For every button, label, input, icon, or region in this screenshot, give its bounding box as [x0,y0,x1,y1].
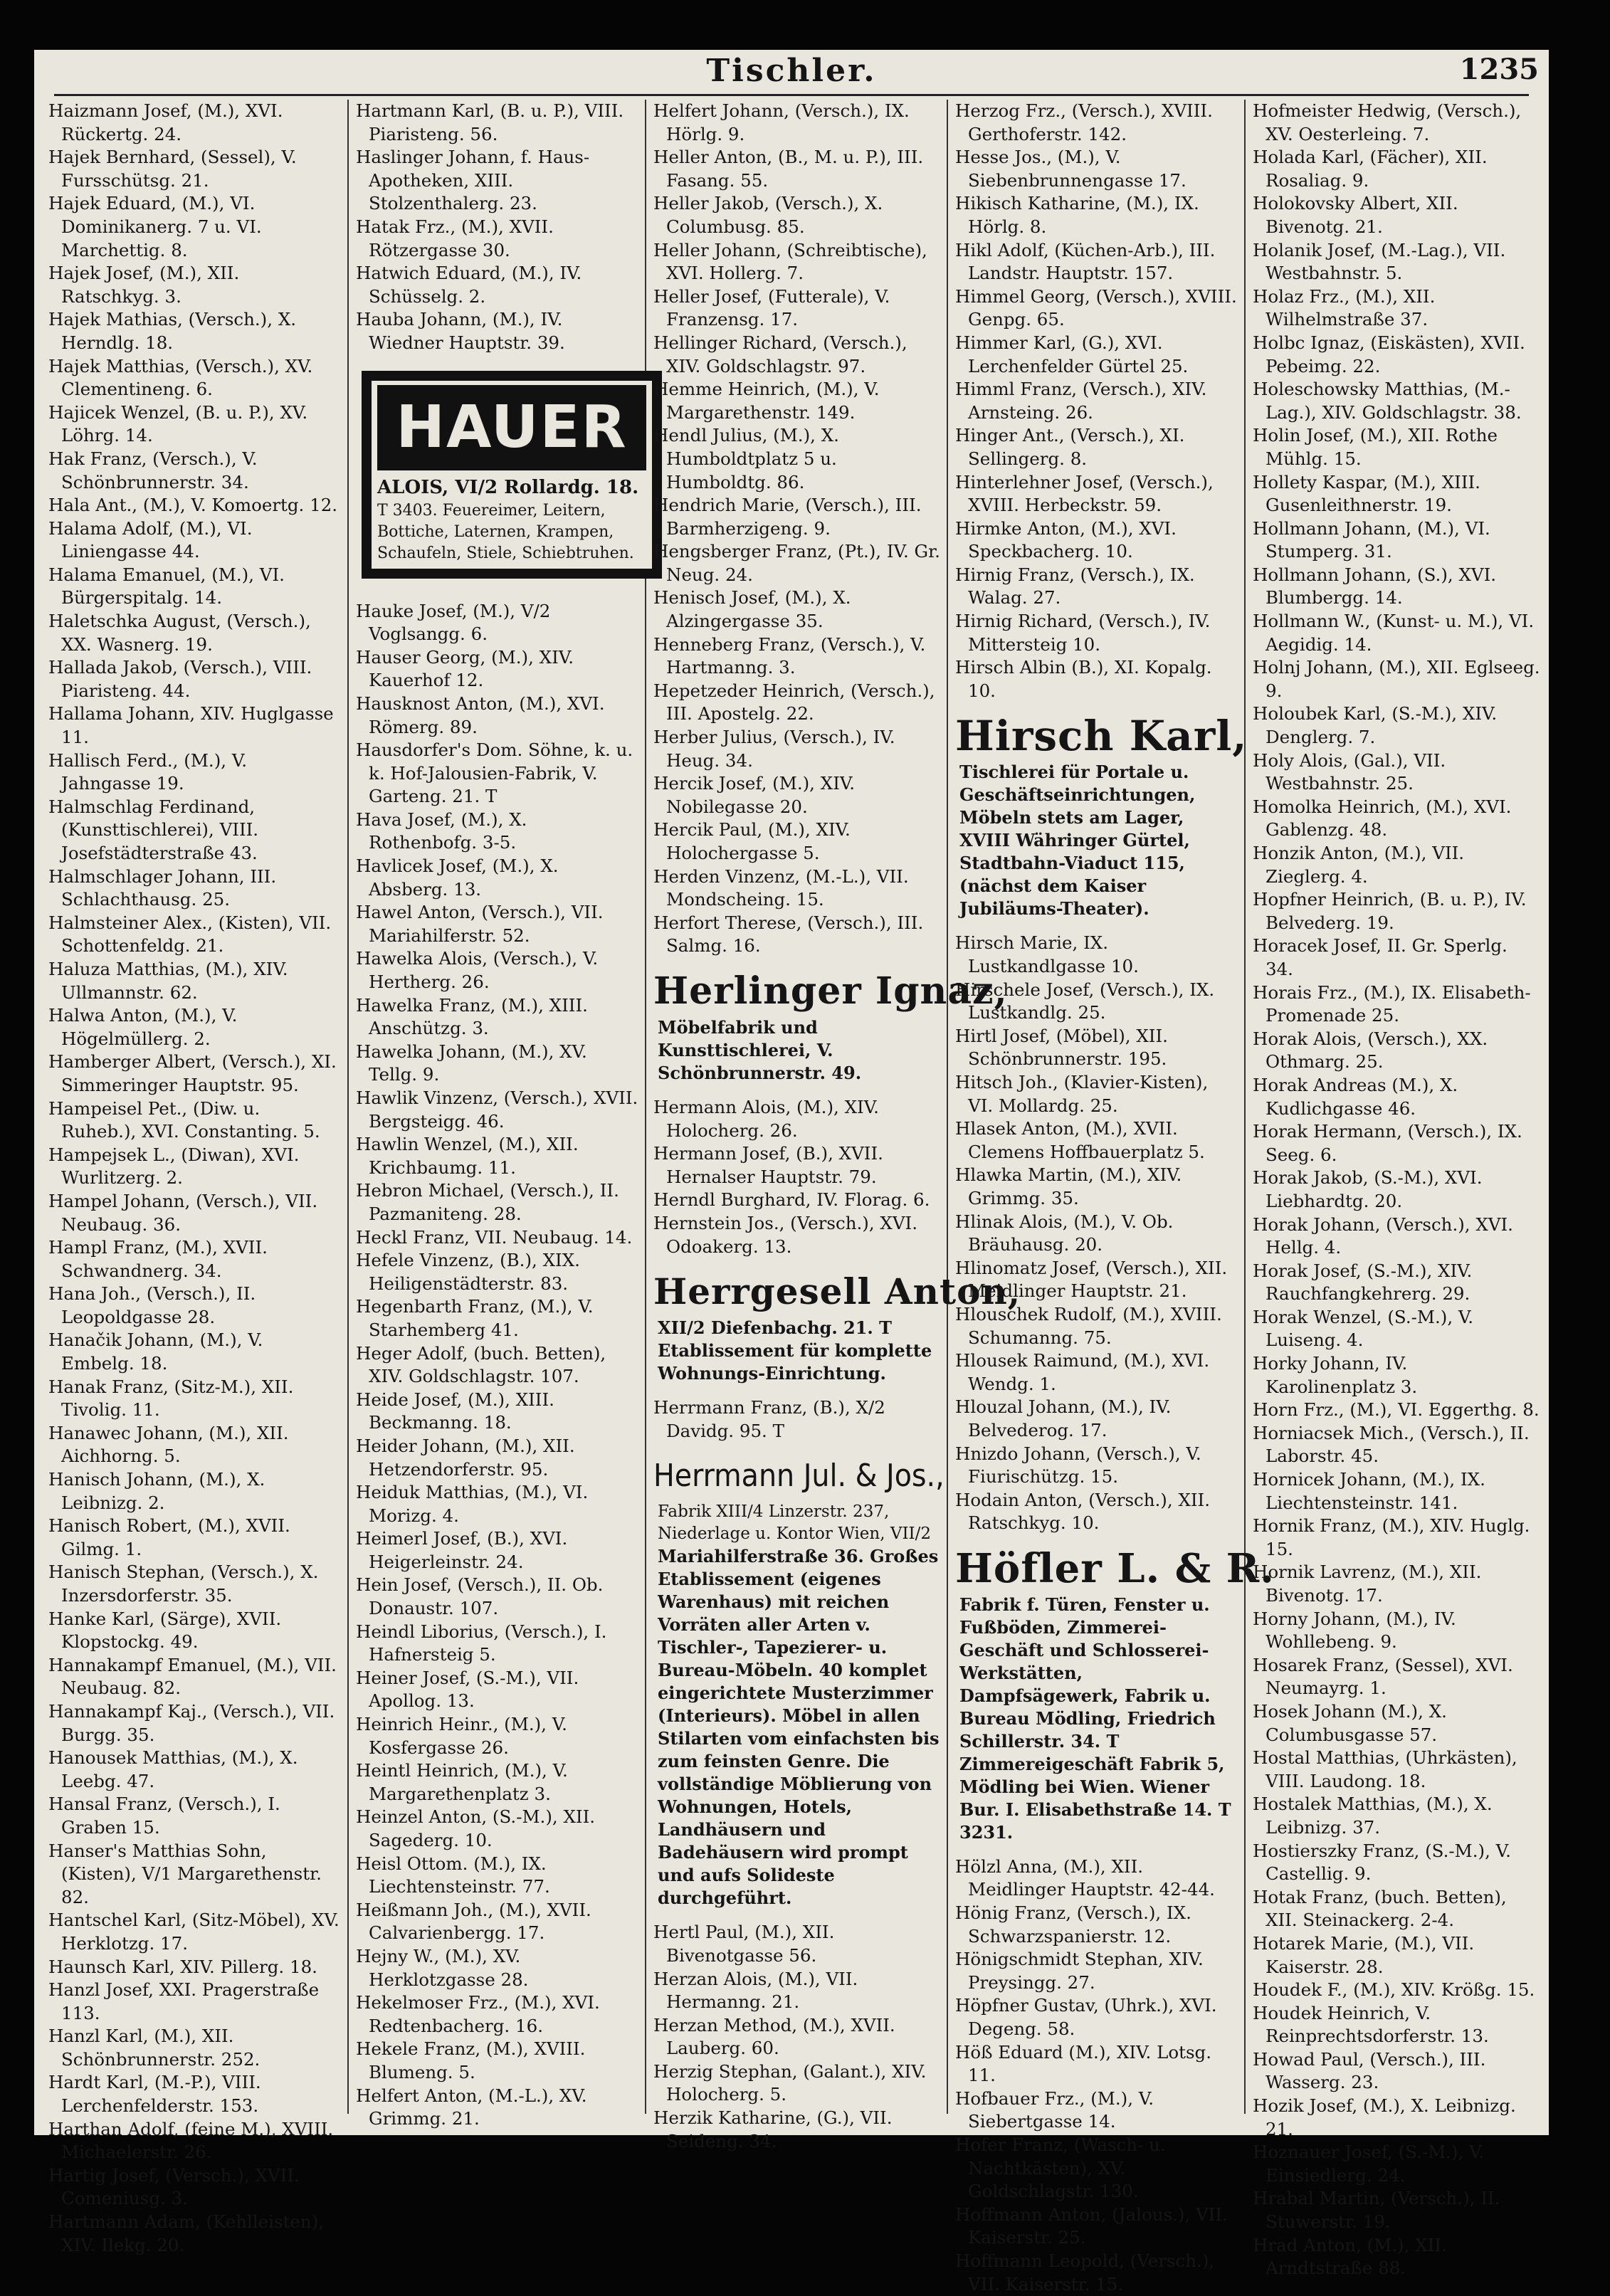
directory-entry: Hejny W., (M.), XV. Herklotzgasse 28. [356,1945,529,1990]
directory-entry: Hozik Josef, (M.), X. Leibnizg. 21. [1253,2095,1516,2139]
directory-entry: Haunsch Karl, XIV. Pillerg. 18. [48,1956,317,1977]
directory-entry: Hostal Matthias, (Uhrkästen), VIII. Laudong. 18. [1253,1747,1517,1791]
directory-entry: Herzik Katharine, (G.), VII. Seideng. 34. [653,2107,893,2152]
directory-entry: Hartmann Adam, (Kehlleisten), XIV. Ilekg. 20. [48,2211,325,2255]
directory-entry: Himmer Karl, (G.), XVI. Lerchenfelder Gürtel 25. [955,332,1189,376]
directory-entry: Halwa Anton, (M.), V. Högelmüllerg. 2. [48,1005,238,1049]
directory-entry: Heintl Heinrich, (M.), V. Margarethenplatz 3. [356,1760,568,1804]
directory-entry: Hampejsek L., (Diwan), XVI. Wurlitzerg. 2. [48,1144,300,1189]
entries-bottom [356,600,639,2131]
directory-entry: Horak Alois, (Versch.), XX. Othmarg. 25. [1253,1028,1488,1073]
directory-entry: Heider Johann, (M.), XII. Hetzendorferstr. 95. [356,1435,575,1480]
directory-entry: Hoffmann Leopold, (Versch.), VII. Kaiserstr. 15. [955,2250,1215,2295]
hoefler-ad-body: Fabrik f. Türen, Fenster u. Fußböden, Zimmerei-Geschäft und Schlosserei-Werkstätten, Dampfsägewerk, Fabrik u. Bureau Mödling, Friedrich Schillerstr. 34. T Zimmereigeschäft Fabrik 5, Mödling bei Wien. Wiener Bur. I. Elisabethstraße 14. T 3231. [959,1594,1231,1843]
herrmann-advertisement [653,1451,945,1910]
directory-entry: Holokovsky Albert, XII. Bivenotg. 21. [1253,193,1458,237]
directory-entry: Hollety Kaspar, (M.), XIII. Gusenleithnerstr. 19. [1253,471,1480,516]
directory-entry: Hawelka Johann, (M.), XV. Tellg. 9. [356,1041,587,1085]
directory-entry: Hanzl Josef, XXI. Pragerstraße 113. [48,1979,320,2023]
directory-entry: Hartmann Karl, (B. u. P.), VIII. Piaristeng. 56. [356,100,624,144]
directory-entry: Horak Johann, (Versch.), XVI. Hellg. 4. [1253,1213,1513,1258]
directory-entry: Heinrich Heinr., (M.), V. Kosfergasse 26. [356,1714,567,1758]
directory-entry: Hirnig Richard, (Versch.), IV. Mittersteig 10. [955,611,1211,655]
directory-entry: Hawlik Vinzenz, (Versch.), XVII. Bergsteigg. 46. [356,1088,638,1132]
directory-entry: Hefele Vinzenz, (B.), XIX. Heiligenstädterstr. 83. [356,1250,580,1294]
column-divider [947,100,948,2114]
directory-entry: Hostalek Matthias, (M.), X. Leibnizg. 37. [1253,1794,1493,1838]
column-2 [356,100,639,2128]
directory-entry: Hannakampf Emanuel, (M.), VII. Neubaug. 82. [48,1654,337,1699]
directory-entry: Hofbauer Frz., (M.), V. Siebertgasse 14. [955,2087,1154,2132]
directory-entry: Hornik Franz, (M.), XIV. Huglg. 15. [1253,1515,1530,1559]
directory-entry: Holoubek Karl, (S.-M.), XIV. Denglerg. 7. [1253,703,1498,748]
directory-entry: Hawelka Franz, (M.), XIII. Anschützg. 3. [356,994,588,1039]
directory-entry: Hirmke Anton, (M.), XVI. Speckbacherg. 10. [955,517,1177,562]
hauer-ad-address: ALOIS, VI/2 Rollardg. 18. [377,476,639,498]
directory-entry: Hollmann Johann, (M.), VI. Stumperg. 31. [1253,517,1490,562]
directory-entry: Hak Franz, (Versch.), V. Schönbrunnerstr. 34. [48,448,258,493]
directory-entry: Holin Josef, (M.), XII. Rothe Mühlg. 15. [1253,425,1498,469]
directory-entry: Haluza Matthias, (M.), XIV. Ullmannstr. 62. [48,958,288,1003]
directory-entry: Hawel Anton, (Versch.), VII. Mariahilferstr. 52. [356,902,604,946]
directory-entry: Hajek Matthias, (Versch.), XV. Clementineng. 6. [48,355,313,400]
directory-entry: Heckl Franz, VII. Neubaug. 14. [356,1226,633,1248]
directory-entry: Hirsch Marie, IX. Lustkandlgasse 10. [955,932,1139,977]
directory-entry: Hantschel Karl, (Sitz-Möbel), XV. Herklotzg. 17. [48,1910,340,1954]
directory-entry: Henisch Josef, (M.), X. Alzingergasse 35. [653,587,851,632]
page-number: 1235 [1459,53,1539,86]
directory-entry: Hallisch Ferd., (M.), V. Jahngasse 19. [48,749,248,794]
directory-entry: Hanačik Johann, (M.), V. Embelg. 18. [48,1329,263,1374]
directory-entry: Horny Johann, (M.), IV. Wohllebeng. 9. [1253,1608,1456,1653]
directory-entry: Hatak Frz., (M.), XVII. Rötzergasse 30. [356,216,554,260]
hoefler-advertisement [955,1544,1275,1844]
directory-entry: Hinterlehner Josef, (Versch.), XVIII. Herbeckstr. 59. [955,471,1214,516]
directory-entry: Hein Josef, (Versch.), II. Ob. Donaustr. 107. [356,1574,604,1619]
directory-entry: Horais Frz., (M.), IX. Elisabeth-Promenade 25. [1253,981,1531,1026]
directory-entry: Hlinomatz Josef, (Versch.), XII. Meidlinger Hauptstr. 21. [955,1257,1228,1302]
entries-top [356,100,639,355]
directory-entry: Hirsch Albin (B.), XI. Kopalg. 10. [955,657,1212,701]
directory-entry: Hegenbarth Franz, (M.), V. Starhemberg 41. [356,1296,594,1340]
directory-entry: Hinger Ant., (Versch.), XI. Sellingerg. 8. [955,425,1185,469]
directory-entry: Himml Franz, (Versch.), XIV. Arnsteing. 26. [955,379,1207,423]
directory-entry: Horak Jakob, (S.-M.), XVI. Liebhardtg. 20. [1253,1167,1483,1211]
hirsch-ad-name: Hirsch Karl, [955,712,1248,761]
column-5 [1253,100,1540,2279]
directory-entry: Hofer Franz, (Wasch- u. Nachtkästen), XV. Goldschlagstr. 130. [955,2134,1166,2202]
directory-entry: Hornicek Johann, (M.), IX. Liechtensteinstr. 141. [1253,1469,1485,1513]
directory-entry: Halmsteiner Alex., (Kisten), VII. Schottenfeldg. 21. [48,912,332,957]
directory-entry: Hekelmoser Frz., (M.), XVI. Redtenbacherg. 16. [356,1992,600,2036]
directory-entry: Hermann Josef, (B.), XVII. Hernalser Hauptstr. 79. [653,1143,883,1187]
directory-entry: Hirschele Josef, (Versch.), IX. Lustkandlg. 25. [955,979,1215,1023]
directory-entry: Henneberg Franz, (Versch.), V. Hartmanng. 3. [653,633,926,678]
directory-entry: Hajek Eduard, (M.), VI. Dominikanerg. 7 u. VI. Marchettig. 8. [48,193,262,260]
directory-entry: Herfort Therese, (Versch.), III. Salmg. 16. [653,912,924,957]
directory-entry: Holada Karl, (Fächer), XII. Rosaliag. 9. [1253,147,1488,191]
directory-entry: Hotak Franz, (buch. Betten), XII. Steinackerg. 2-4. [1253,1886,1507,1931]
directory-entry: Holnj Johann, (M.), XII. Eglseeg. 9. [1253,657,1540,701]
directory-entry: Hauke Josef, (M.), V/2 Voglsangg. 6. [356,600,551,645]
directory-entry: Haletschka August, (Versch.), XX. Wasnerg. 19. [48,611,311,655]
directory-entry: Horak Hermann, (Versch.), IX. Seeg. 6. [1253,1121,1522,1165]
page-title: Tischler. [706,53,877,89]
directory-entry: Hallada Jakob, (Versch.), VIII. Piaristeng. 44. [48,657,312,701]
directory-entry: Hölzl Anna, (M.), XII. Meidlinger Hauptstr. 42-44. [955,1855,1215,1900]
directory-entry: Heinzel Anton, (S.-M.), XII. Sagederg. 10. [356,1806,596,1850]
directory-entry: Horak Josef, (S.-M.), XIV. Rauchfangkehrerg. 29. [1253,1260,1473,1305]
directory-entry: Hatwich Eduard, (M.), IV. Schüsselg. 2. [356,263,582,307]
directory-entry: Honzik Anton, (M.), VII. Zieglerg. 4. [1253,843,1465,887]
directory-entry: Hampeisel Pet., (Diw. u. Ruheb.), XVI. Constanting. 5. [48,1097,320,1142]
directory-entry: Heller Jakob, (Versch.), X. Columbusg. 85. [653,193,883,237]
directory-entry: Hawlin Wenzel, (M.), XII. Krichbaumg. 11. [356,1134,579,1178]
hirsch-advertisement [955,711,1248,920]
directory-entry: Hlousek Raimund, (M.), XVI. Wendg. 1. [955,1350,1210,1394]
directory-entry: Hlouzal Johann, (M.), IV. Belvederog. 17. [955,1396,1172,1441]
entries-top [955,100,1238,702]
directory-entry: Hartig Josef, (Versch.), XVII. Comeniusg. 3. [48,2164,300,2209]
directory-entry: Hornik Lavrenz, (M.), XII. Bivenotg. 17. [1253,1562,1482,1606]
entries-mid [653,1096,941,1258]
directory-entry: Horky Johann, IV. Karolinenplatz 3. [1253,1353,1418,1397]
directory-entry: Hendrich Marie, (Versch.), III. Barmherzigeng. 9. [653,495,922,539]
directory-entry: Hanisch Robert, (M.), XVII. Gilmg. 1. [48,1515,290,1559]
directory-entry: Hallama Johann, XIV. Huglgasse 11. [48,703,334,748]
directory-entry: Heller Johann, (Schreibtische), XVI. Hollerg. 7. [653,239,927,284]
directory-entry: Homolka Heinrich, (M.), XVI. Gablenzg. 48. [1253,796,1512,841]
hauer-advertisement [362,371,662,579]
directory-entry: Heißmann Joh., (M.), XVII. Calvarienbergg. 17. [356,1899,591,1944]
directory-entry: Hebron Michael, (Versch.), II. Pazmaniteng. 28. [356,1180,619,1224]
directory-entry: Houdek F., (M.), XIV. Krößg. 15. [1253,1979,1535,2001]
directory-entry: Hlouschek Rudolf, (M.), XVIII. Schumanng. 75. [955,1303,1222,1348]
directory-entry: Halama Adolf, (M.), VI. Liniengasse 44. [48,517,253,562]
entries-bottom [955,1855,1238,2296]
directory-entry: Horacek Josef, II. Gr. Sperlg. 34. [1253,935,1508,979]
directory-entry: Hikl Adolf, (Küchen-Arb.), III. Landstr. Hauptstr. 157. [955,239,1216,284]
directory-entry: Hemme Heinrich, (M.), V. Margarethenstr. 149. [653,379,880,423]
directory-entry: Höß Eduard (M.), XIV. Lotsg. 11. [955,2041,1211,2086]
directory-entry: Hrad Anton, (M.), XII. Arndtstraße 88. [1253,2234,1447,2279]
directory-entry: Hertl Paul, (M.), XII. Bivenotgasse 56. [653,1922,835,1966]
directory-entry: Hanser's Matthias Sohn, (Kisten), V/1 Margarethenstr. 82. [48,1840,322,1907]
directory-entry: Hönig Franz, (Versch.), IX. Schwarzspanierstr. 12. [955,1902,1191,1947]
directory-entry: Heindl Liborius, (Versch.), I. Hafnersteig 5. [356,1621,607,1665]
directory-entry: Hauba Johann, (M.), IV. Wiedner Hauptstr. 39. [356,309,565,353]
directory-entry: Hrabal Martin, (Versch.), II. Stuwerstr. 19. [1253,2188,1500,2233]
directory-entry: Hlasek Anton, (M.), XVII. Clemens Hoffbauerplatz 5. [955,1118,1205,1162]
hauer-ad-name: HAUER [377,385,646,470]
directory-entry: Horniacsek Mich., (Versch.), II. Laborstr. 45. [1253,1422,1530,1467]
directory-entry: Hannakampf Kaj., (Versch.), VII. Burgg. 35. [48,1700,335,1745]
directory-entry: Hopfner Heinrich, (B. u. P.), IV. Belvederg. 19. [1253,889,1527,933]
column-1 [48,100,340,2255]
directory-entry: Hajicek Wenzel, (B. u. P.), XV. Löhrg. 14. [48,401,308,446]
directory-entry: Hoznauer Josef, (S.-M.), V. Einsiedlerg. 24. [1253,2142,1485,2186]
directory-entry: Hanisch Johann, (M.), X. Leibnizg. 2. [48,1469,265,1513]
directory-entry: Herber Julius, (Versch.), IV. Heug. 34. [653,727,895,771]
column-divider [1244,100,1246,2114]
directory-entry: Hekele Franz, (M.), XVIII. Blumeng. 5. [356,2038,586,2082]
directory-entry: Horn Frz., (M.), VI. Eggerthg. 8. [1253,1399,1540,1421]
herlinger-ad-body: Möbelfabrik und Kunsttischlerei, V. Schönbrunnerstr. 49. [658,1016,862,1083]
herlinger-advertisement [653,967,1008,1085]
directory-entry: Hesse Jos., (M.), V. Siebenbrunnengasse 17. [955,147,1187,191]
directory-entry: Hikisch Katharine, (M.), IX. Hörlg. 8. [955,193,1199,237]
hirsch-ad-body: Tischlerei für Portale u. Geschäftseinrichtungen, Möbeln stets am Lager, XVIII Währinger Gürtel, Stadtbahn-Viaduct 115, (nächst dem Kaiser Jubiläums-Theater). [959,762,1196,920]
directory-entry: Hava Josef, (M.), X. Rothenbofg. 3-5. [356,809,527,853]
directory-entry: Hollmann W., (Kunst- u. M.), VI. Aegidig. 14. [1253,611,1535,655]
directory-entry: Hampel Johann, (Versch.), VII. Neubaug. 36. [48,1190,318,1235]
directory-entry: Herrmann Franz, (B.), X/2 Davidg. 95. T [653,1397,885,1441]
directory-entry: Herndl Burghard, IV. Florag. 6. [653,1189,930,1211]
directory-entry: Heimerl Josef, (B.), XVI. Heigerleinstr. 24. [356,1528,568,1572]
herlinger-ad-name: Herlinger Ignaz, [653,969,1008,1013]
column-3 [653,100,1021,2152]
page-header [34,50,1549,93]
column-4 [955,100,1275,2295]
entries-bottom [653,1921,941,2153]
directory-entry: Herzog Frz., (Versch.), XVIII. Gerthoferstr. 142. [955,100,1213,144]
directory-entry: Hitsch Joh., (Klavier-Kisten), VI. Mollardg. 25. [955,1072,1209,1116]
directory-entry: Hepetzeder Heinrich, (Versch.), III. Apostelg. 22. [653,680,935,725]
herrmann-ad-body: Mariahilferstraße 36. Großes Etablissement (eigenes Warenhaus) mit reichen Vorräten aller Arten v. Tischler-, Tapezierer- u. Bureau-Möbeln. 40 komplet eingerichtete Musterzimmer (Interieurs). Möbel in allen Stilarten vom einfachsten bis zum feinsten Genre. Die vollständige Möblierung von Wohnungen, Hotels, Landhäusern und Badehäusern wird prompt und aufs Solideste durchgeführt. [658,1546,940,1909]
directory-entry: Hala Ant., (M.), V. Komoertg. 12. [48,495,338,516]
directory-entry: Hosarek Franz, (Sessel), XVI. Neumayrg. 1. [1253,1654,1513,1699]
directory-entry: Hanousek Matthias, (M.), X. Leebg. 47. [48,1747,298,1791]
directory-entry: Herzan Method, (M.), XVII. Lauberg. 60. [653,2014,895,2059]
directory-entry: Hajek Josef, (M.), XII. Ratschkyg. 3. [48,263,240,307]
directory-entry: Hendl Julius, (M.), X. Humboldtplatz 5 u. Humboldtg. 86. [653,425,839,493]
header-rule [54,94,1529,96]
directory-entry: Heide Josef, (M.), XIII. Beckmanng. 18. [356,1389,554,1433]
entries-mid2 [653,1396,941,1443]
herrmann-ad-name: Herrmann Jul. & Jos., [653,1458,945,1495]
directory-entry: Holeschowsky Matthias, (M.-Lag.), XIV. Goldschlagstr. 38. [1253,379,1522,423]
directory-entry: Holy Alois, (Gal.), VII. Westbahnstr. 25. [1253,749,1446,794]
directory-entry: Hanawec Johann, (M.), XII. Aichhorng. 5. [48,1422,289,1467]
directory-entry: Halmschlager Johann, III. Schlachthausg. 25. [48,865,277,910]
herrmann-ad-intro: Fabrik XIII/4 Linzerstr. 237, Niederlage u. Kontor Wien, VII/2 [658,1502,931,1544]
directory-entry: Hönigschmidt Stephan, XIV. Preysingg. 27. [955,1949,1204,1993]
directory-entry: Hanzl Karl, (M.), XII. Schönbrunnerstr. 252. [48,2026,261,2070]
directory-entry: Hampl Franz, (M.), XVII. Schwandnerg. 34. [48,1237,268,1281]
directory-entry: Hanke Karl, (Särge), XVII. Klopstockg. 49. [48,1608,282,1653]
directory-entry: Havlicek Josef, (M.), X. Absberg. 13. [356,855,559,900]
directory-entry: Hanisch Stephan, (Versch.), X. Inzersdorferstr. 35. [48,1562,319,1606]
directory-entry: Hajek Bernhard, (Sessel), V. Fursschütsg. 21. [48,147,297,191]
directory-entry: Heisl Ottom. (M.), IX. Liechtensteinstr. 77. [356,1853,550,1897]
directory-entry: Heiner Josef, (S.-M.), VII. Apollog. 13. [356,1667,579,1712]
directory-entry: Helfert Johann, (Versch.), IX. Hörlg. 9. [653,100,910,144]
directory-entry: Hausdorfer's Dom. Söhne, k. u. k. Hof-Jalousien-Fabrik, V. Garteng. 21. T [356,739,633,807]
directory-entry: Hanak Franz, (Sitz-M.), XII. Tivolig. 11. [48,1376,294,1421]
directory-entry: Hirnig Franz, (Versch.), IX. Walag. 27. [955,564,1195,609]
directory-entry: Hostierszky Franz, (S.-M.), V. Castellig. 9. [1253,1840,1511,1885]
directory-entry: Himmel Georg, (Versch.), XVIII. Genpg. 65. [955,285,1237,330]
directory-entry: Hotarek Marie, (M.), VII. Kaiserstr. 28. [1253,1932,1475,1977]
directory-entry: Horak Wenzel, (S.-M.), V. Luiseng. 4. [1253,1306,1474,1351]
directory-entry: Herden Vinzenz, (M.-L.), VII. Mondscheing. 15. [653,865,909,910]
directory-entry: Herzig Stephan, (Galant.), XIV. Holocherg. 5. [653,2060,927,2105]
directory-entry: Hirtl Josef, (Möbel), XII. Schönbrunnerstr. 195. [955,1025,1168,1070]
directory-entry: Hawelka Alois, (Versch.), V. Hertherg. 26. [356,948,599,993]
directory-entry: Halama Emanuel, (M.), VI. Bürgerspitalg. 14. [48,564,285,609]
directory-entry: Hajek Mathias, (Versch.), X. Herndlg. 18. [48,309,297,353]
directory-entry: Hamberger Albert, (Versch.), XI. Simmeringer Hauptstr. 95. [48,1051,337,1095]
herrgesell-advertisement [653,1267,1021,1385]
directory-entry: Halmschlag Ferdinand, (Kunsttischlerei), VIII. Josefstädterstraße 43. [48,796,259,863]
directory-entry: Hana Joh., (Versch.), II. Leopoldgasse 28. [48,1283,256,1327]
hoefler-ad-name: Höfler L. & R. [955,1544,1275,1592]
hauer-ad-body: T 3403. Feuereimer, Leitern, Bottiche, Laternen, Krampen, Schaufeln, Stiele, Schiebtruhen. [377,501,634,562]
directory-entry: Heger Adolf, (buch. Betten), XIV. Goldschlagstr. 107. [356,1342,606,1387]
directory-entry: Heiduk Matthias, (M.), VI. Morizg. 4. [356,1482,589,1526]
directory-entry: Hlinak Alois, (M.), V. Ob. Bräuhausg. 20. [955,1211,1174,1255]
directory-entry: Hollmann Johann, (S.), XVI. Blumbergg. 14. [1253,564,1497,609]
directory-entry: Hercik Josef, (M.), XIV. Nobilegasse 20. [653,773,856,817]
directory-entry: Hosek Johann (M.), X. Columbusgasse 57. [1253,1700,1447,1745]
directory-entry: Helfert Anton, (M.-L.), XV. Grimmg. 21. [356,2085,587,2129]
directory-entry: Hernstein Jos., (Versch.), XVI. Odoakerg. 13. [653,1212,917,1257]
directory-entry: Howad Paul, (Versch.), III. Wasserg. 23. [1253,2048,1486,2093]
directory-entry: Hansal Franz, (Versch.), I. Graben 15. [48,1794,280,1838]
directory-entry: Hellinger Richard, (Versch.), XIV. Goldschlagstr. 97. [653,332,907,376]
directory-entry: Hengsberger Franz, (Pt.), IV. Gr. Neug. 24. [653,541,940,585]
herrgesell-ad-body: XII/2 Diefenbachg. 21. T Etablissement für komplette Wohnungs-Einrichtung. [658,1317,932,1384]
directory-entry: Hardt Karl, (M.-P.), VIII. Lerchenfelderstr. 153. [48,2072,261,2117]
directory-entry: Hnizdo Johann, (Versch.), V. Fiurischützg. 15. [955,1443,1201,1487]
directory-entry: Hodain Anton, (Versch.), XII. Ratschkyg. 10. [955,1489,1211,1534]
directory-entry: Hofmeister Hedwig, (Versch.), XV. Oesterleing. 7. [1253,100,1522,144]
directory-entry: Hercik Paul, (M.), XIV. Holochergasse 5. [653,819,851,863]
directory-entry: Holaz Frz., (M.), XII. Wilhelmstraße 37. [1253,285,1436,330]
directory-entry: Herzan Alois, (M.), VII. Hermanng. 21. [653,1968,858,2013]
directory-entry: Holbc Ignaz, (Eiskästen), XVII. Pebeimg. 22. [1253,332,1525,376]
directory-entry: Hermann Alois, (M.), XIV. Holocherg. 26. [653,1096,879,1141]
directory-entry: Hauser Georg, (M.), XIV. Kauerhof 12. [356,646,574,691]
entries-mid [955,932,1238,1534]
directory-entry: Heller Anton, (B., M. u. P.), III. Fasang. 55. [653,147,924,191]
directory-entry: Höpfner Gustav, (Uhrk.), XVI. Degeng. 58. [955,1995,1217,2040]
directory-entry: Haizmann Josef, (M.), XVI. Rückertg. 24. [48,100,283,144]
directory-entry: Heller Josef, (Futterale), V. Franzensg. 17. [653,285,890,330]
directory-entry: Holanik Josef, (M.-Lag.), VII. Westbahnstr. 5. [1253,239,1506,284]
directory-entry: Harthan Adolf, (feine M.), XVIII. Michaelerstr. 26. [48,2118,334,2163]
directory-entry: Horak Andreas (M.), X. Kudlichgasse 46. [1253,1074,1458,1119]
entries-top [653,100,941,958]
directory-entry: Hlawka Martin, (M.), XIV. Grimmg. 35. [955,1164,1182,1208]
directory-page [34,50,1549,2295]
directory-entry: Hoffmann Anton, (Jalous.), VII. Kaiserstr. 25. [955,2203,1228,2248]
directory-entry: Hausknost Anton, (M.), XVI. Römerg. 89. [356,693,605,737]
directory-entry: Haslinger Johann, f. Haus-Apotheken, XIII. Stolzenthalerg. 23. [356,147,590,214]
herrgesell-ad-name: Herrgesell Anton, [653,1270,1021,1313]
column-divider [347,100,349,2114]
directory-entry: Houdek Heinrich, V. Reinprechtsdorferstr. 13. [1253,2002,1489,2047]
